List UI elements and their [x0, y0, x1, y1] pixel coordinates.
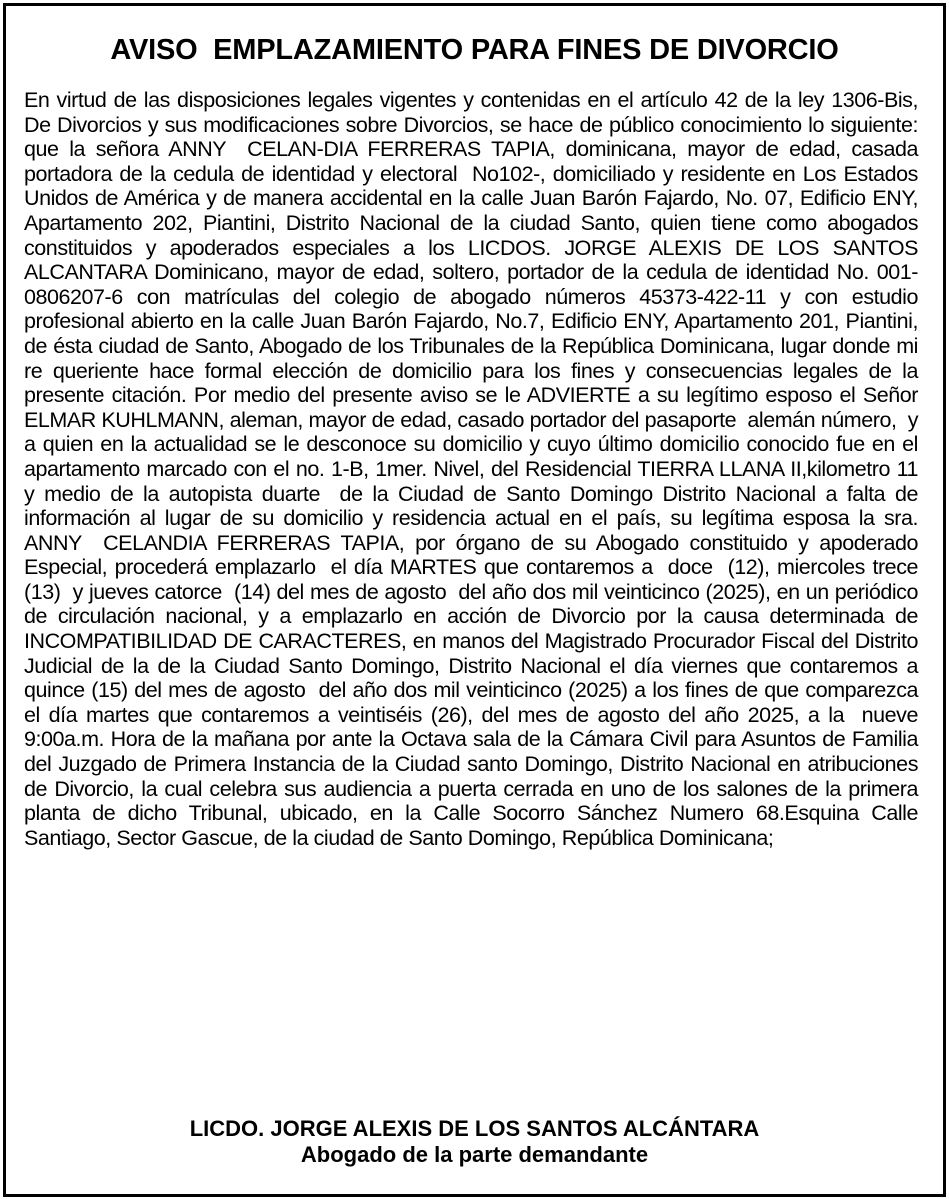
signature-role: Abogado de la parte demandante — [300, 1142, 649, 1167]
notice-title: AVISO EMPLAZAMIENTO PARA FINES DE DIVORCIO — [110, 34, 839, 66]
notice-body: En virtud de las disposiciones legales vigentes y contenidas en el artículo 42 de la ley 1306-Bis, De Divorcios y sus modificaciones sobre Divorcios, se hace de público conocimiento lo siguiente: que la señora ANNY CELAN-DIA FERRERAS TAPIA, dominicana, mayor de edad, casada portadora de la cedula de identidad y electoral No102-, domiciliado y residente en Los Estados Unidos de América y de manera accidental en la calle Juan Barón Fajardo, No. 07, Edificio ENY, Apartamento 202, Piantini, Distrito Nacional de la ciudad Santo, quien tiene como abogados constituidos y apoderados especiales a los LICDOS. JORGE ALEXIS DE LOS SANTOS ALCANTARA Dominicano, mayor de edad, soltero, portador de la cedula de identidad No. 001-0806207-6 con matrículas del colegio de abogado números 45373-422-11 y con estudio profesional abierto en la calle Juan Barón Fajardo, No.7, Edificio ENY, Apartamento 201, Piantini, de ésta ciudad de Santo, Abogado de los Tribunales de la República Dominicana, lugar donde mi re queriente hace formal elección de domicilio para los fines y consecuencias legales de la presente citación. Por medio del presente aviso se le ADVIERTE a su legítimo esposo el Señor ELMAR KUHLMANN, aleman, mayor de edad, casado portador del pasaporte alemán número, y a quien en la actualidad se le desconoce su domicilio y cuyo último domicilio conocido fue en el apartamento marcado con el no. 1-B, 1mer. Nivel, del Residencial TIERRA LLANA II,kilometro 11 y medio de la autopista duarte de la Ciudad de Santo Domingo Distrito Nacional a falta de información al lugar de su domicilio y residencia actual en el país, su legítima esposa la sra. ANNY CELANDIA FERRERAS TAPIA, por órgano de su Abogado constituido y apoderado Especial, procederá emplazarlo el día MARTES que contaremos a doce (12), miercoles trece (13) y jueves catorce (14) del mes de agosto del año dos mil veinticinco (2025), en un periódico de circulación nacional, y a emplazarlo en acción de Divorcio por la causa determinada de INCOMPATIBILIDAD DE CARACTERES, en manos del Magistrado Procurador Fiscal del Distrito Judicial de la de la Ciudad Santo Domingo, Distrito Nacional el día viernes que contaremos a quince (15) del mes de agosto del año dos mil veinticinco (2025) a los fines de que comparezca el día martes que contaremos a veintiséis (26), del mes de agosto del año 2025, a la nueve 9:00a.m. Hora de la mañana por ante la Octava sala de la Cámara Civil para Asuntos de Familia del Juzgado de Primera Instancia de la Ciudad santo Domingo, Distrito Nacional en atribuciones de Divorcio, la cual celebra sus audiencia a puerta cerrada en uno de los salones de la primera planta de dicho Tribunal, ubicado, en la Calle Socorro Sánchez Numero 68.Esquina Calle Santiago, Sector Gascue, de la ciudad de Santo Domingo, República Dominicana; — [24, 88, 930, 850]
signature-block — [0, 1115, 949, 1168]
signature-name: LICDO. JORGE ALEXIS DE LOS SANTOS ALCÁNTARA — [189, 1116, 760, 1141]
